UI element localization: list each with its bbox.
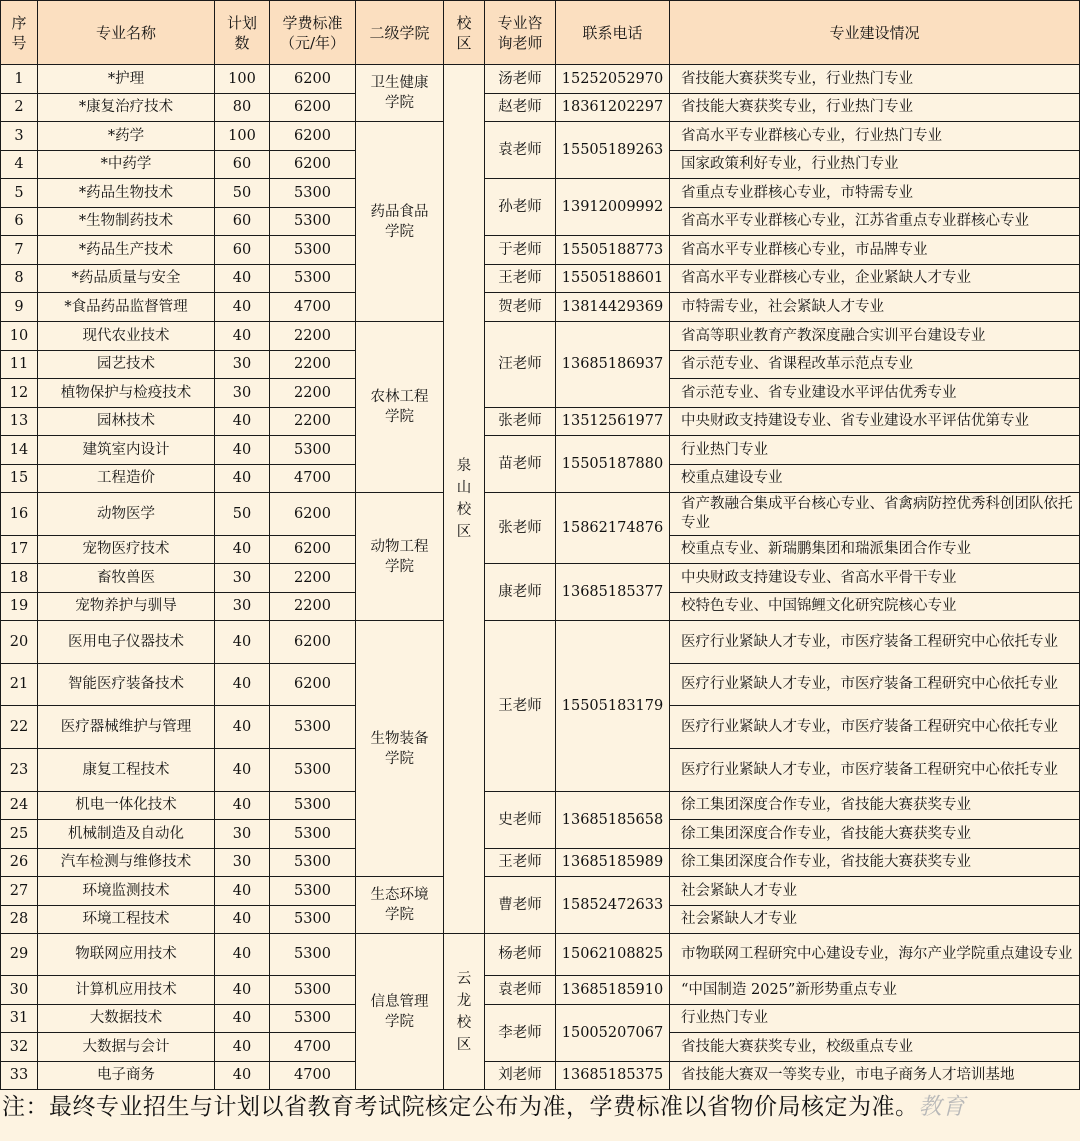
table-row	[1, 94, 1080, 122]
row-number: 9	[1, 293, 38, 322]
table-row	[1, 265, 1080, 293]
tuition-fee: 2200	[270, 564, 356, 593]
tuition-fee: 6200	[270, 122, 356, 151]
construction-status: 校重点建设专业	[670, 465, 1080, 493]
contact-phone: 13685185658	[556, 792, 670, 849]
construction-status: 徐工集团深度合作专业，省技能大赛获奖专业	[670, 792, 1080, 820]
advisor-name: 赵老师	[485, 94, 556, 122]
header-phone: 联系电话	[556, 1, 670, 65]
major-name: *药学	[38, 122, 215, 151]
plan-count: 30	[215, 564, 270, 593]
row-number: 5	[1, 179, 38, 208]
plan-count: 40	[215, 536, 270, 564]
major-name: 大数据技术	[38, 1005, 215, 1033]
tuition-fee: 2200	[270, 408, 356, 436]
tuition-fee: 5300	[270, 179, 356, 208]
construction-status: 省技能大赛获奖专业，校级重点专业	[670, 1033, 1080, 1062]
row-number: 29	[1, 934, 38, 976]
college-name: 药品食品学院	[356, 122, 444, 322]
row-number: 21	[1, 664, 38, 706]
plan-count: 30	[215, 351, 270, 379]
plan-count: 50	[215, 179, 270, 208]
advisor-name: 张老师	[485, 493, 556, 564]
plan-count: 40	[215, 976, 270, 1005]
contact-phone: 13512561977	[556, 408, 670, 436]
major-name: 畜牧兽医	[38, 564, 215, 593]
contact-phone: 18361202297	[556, 94, 670, 122]
advisor-name: 刘老师	[485, 1062, 556, 1090]
plan-count: 50	[215, 493, 270, 536]
plan-count: 40	[215, 322, 270, 351]
tuition-fee: 5300	[270, 236, 356, 265]
row-number: 3	[1, 122, 38, 151]
contact-phone: 13685186937	[556, 322, 670, 408]
construction-status: 中央财政支持建设专业、省高水平骨干专业	[670, 564, 1080, 593]
row-number: 6	[1, 208, 38, 236]
advisor-name: 史老师	[485, 792, 556, 849]
table-body	[1, 65, 1080, 1090]
major-name: 建筑室内设计	[38, 436, 215, 465]
construction-status: 医疗行业紧缺人才专业，市医疗装备工程研究中心依托专业	[670, 621, 1080, 664]
row-number: 24	[1, 792, 38, 820]
tuition-fee: 5300	[270, 208, 356, 236]
tuition-fee: 4700	[270, 1033, 356, 1062]
major-name: 植物保护与检疫技术	[38, 379, 215, 408]
construction-status: 医疗行业紧缺人才专业，市医疗装备工程研究中心依托专业	[670, 706, 1080, 749]
college-name: 动物工程学院	[356, 493, 444, 621]
tuition-fee: 5300	[270, 877, 356, 906]
row-number: 1	[1, 65, 38, 94]
construction-status: 市物联网工程研究中心建设专业，海尔产业学院重点建设专业	[670, 934, 1080, 976]
tuition-fee: 5300	[270, 849, 356, 877]
row-number: 26	[1, 849, 38, 877]
row-number: 33	[1, 1062, 38, 1090]
major-name: 汽车检测与维修技术	[38, 849, 215, 877]
header-row	[1, 1, 1080, 65]
tuition-fee: 5300	[270, 976, 356, 1005]
row-number: 17	[1, 536, 38, 564]
major-name: 大数据与会计	[38, 1033, 215, 1062]
advisor-name: 王老师	[485, 265, 556, 293]
construction-status: 省高水平专业群核心专业，企业紧缺人才专业	[670, 265, 1080, 293]
advisor-name: 汪老师	[485, 322, 556, 408]
major-name: 环境工程技术	[38, 906, 215, 934]
advisor-name: 于老师	[485, 236, 556, 265]
plan-count: 60	[215, 151, 270, 179]
tuition-fee: 2200	[270, 322, 356, 351]
plan-count: 40	[215, 664, 270, 706]
major-name: 现代农业技术	[38, 322, 215, 351]
contact-phone: 13685185910	[556, 976, 670, 1005]
row-number: 32	[1, 1033, 38, 1062]
plan-count: 40	[215, 293, 270, 322]
advisor-name: 袁老师	[485, 976, 556, 1005]
contact-phone: 15505188601	[556, 265, 670, 293]
plan-count: 40	[215, 265, 270, 293]
row-number: 30	[1, 976, 38, 1005]
major-name: 机械制造及自动化	[38, 820, 215, 849]
row-number: 20	[1, 621, 38, 664]
contact-phone: 13912009992	[556, 179, 670, 236]
construction-status: 省高等职业教育产教深度融合实训平台建设专业	[670, 322, 1080, 351]
row-number: 14	[1, 436, 38, 465]
major-name: 电子商务	[38, 1062, 215, 1090]
construction-status: 医疗行业紧缺人才专业，市医疗装备工程研究中心依托专业	[670, 664, 1080, 706]
plan-count: 40	[215, 792, 270, 820]
construction-status: 国家政策利好专业，行业热门专业	[670, 151, 1080, 179]
advisor-name: 王老师	[485, 849, 556, 877]
contact-phone: 13814429369	[556, 293, 670, 322]
header-college: 二级学院	[356, 1, 444, 65]
major-name: 康复工程技术	[38, 749, 215, 792]
contact-phone: 15862174876	[556, 493, 670, 564]
advisor-name: 汤老师	[485, 65, 556, 94]
major-name: 动物医学	[38, 493, 215, 536]
row-number: 10	[1, 322, 38, 351]
table-row	[1, 1062, 1080, 1090]
footnote	[0, 1090, 1080, 1124]
construction-status: 省技能大赛获奖专业，行业热门专业	[670, 65, 1080, 94]
major-name: 计算机应用技术	[38, 976, 215, 1005]
plan-count: 30	[215, 820, 270, 849]
major-name: *护理	[38, 65, 215, 94]
plan-count: 40	[215, 436, 270, 465]
construction-status: 省高水平专业群核心专业，江苏省重点专业群核心专业	[670, 208, 1080, 236]
row-number: 12	[1, 379, 38, 408]
row-number: 22	[1, 706, 38, 749]
plan-count: 40	[215, 934, 270, 976]
major-name: 宠物医疗技术	[38, 536, 215, 564]
construction-status: 行业热门专业	[670, 436, 1080, 465]
contact-phone: 15062108825	[556, 934, 670, 976]
advisor-name: 杨老师	[485, 934, 556, 976]
tuition-fee: 5300	[270, 934, 356, 976]
tuition-fee: 5300	[270, 749, 356, 792]
contact-phone: 15852472633	[556, 877, 670, 934]
tuition-fee: 5300	[270, 820, 356, 849]
tuition-fee: 5300	[270, 792, 356, 820]
construction-status: 社会紧缺人才专业	[670, 906, 1080, 934]
tuition-fee: 4700	[270, 1062, 356, 1090]
contact-phone: 13685185375	[556, 1062, 670, 1090]
major-name: 工程造价	[38, 465, 215, 493]
table-row	[1, 179, 1080, 208]
row-number: 11	[1, 351, 38, 379]
plan-count: 40	[215, 706, 270, 749]
row-number: 28	[1, 906, 38, 934]
row-number: 23	[1, 749, 38, 792]
tuition-fee: 6200	[270, 493, 356, 536]
construction-status: 省高水平专业群核心专业，行业热门专业	[670, 122, 1080, 151]
major-name: 医疗器械维护与管理	[38, 706, 215, 749]
table-row	[1, 564, 1080, 593]
construction-status: 省高水平专业群核心专业，市品牌专业	[670, 236, 1080, 265]
advisor-name: 袁老师	[485, 122, 556, 179]
major-name: *药品生产技术	[38, 236, 215, 265]
watermark-text: 教育	[918, 1094, 966, 1120]
plan-count: 40	[215, 749, 270, 792]
tuition-fee: 6200	[270, 151, 356, 179]
advisor-name: 张老师	[485, 408, 556, 436]
row-number: 13	[1, 408, 38, 436]
major-name: 宠物养护与驯导	[38, 593, 215, 621]
table-row	[1, 122, 1080, 151]
table-row	[1, 1005, 1080, 1033]
plan-count: 30	[215, 379, 270, 408]
major-name: *生物制药技术	[38, 208, 215, 236]
advisor-name: 曹老师	[485, 877, 556, 934]
construction-status: 省技能大赛获奖专业，行业热门专业	[670, 94, 1080, 122]
header-major: 专业名称	[38, 1, 215, 65]
major-name: *中药学	[38, 151, 215, 179]
construction-status: “中国制造 2025”新形势重点专业	[670, 976, 1080, 1005]
tuition-fee: 2200	[270, 593, 356, 621]
college-name: 生物装备学院	[356, 621, 444, 877]
table-row	[1, 436, 1080, 465]
major-name: 园艺技术	[38, 351, 215, 379]
college-name: 信息管理学院	[356, 934, 444, 1090]
advisor-name: 李老师	[485, 1005, 556, 1062]
construction-status: 省产教融合集成平台核心专业、省禽病防控优秀科创团队依托专业	[670, 493, 1080, 536]
construction-status: 中央财政支持建设专业、省专业建设水平评估优第专业	[670, 408, 1080, 436]
contact-phone: 15505189263	[556, 122, 670, 179]
row-number: 27	[1, 877, 38, 906]
construction-status: 省示范专业、省课程改革示范点专业	[670, 351, 1080, 379]
plan-count: 40	[215, 877, 270, 906]
table-row	[1, 849, 1080, 877]
plan-count: 100	[215, 122, 270, 151]
plan-count: 40	[215, 465, 270, 493]
contact-phone: 15505188773	[556, 236, 670, 265]
advisor-name: 孙老师	[485, 179, 556, 236]
advisor-name: 康老师	[485, 564, 556, 621]
tuition-fee: 5300	[270, 265, 356, 293]
major-name: 物联网应用技术	[38, 934, 215, 976]
construction-status: 行业热门专业	[670, 1005, 1080, 1033]
tuition-fee: 6200	[270, 621, 356, 664]
table-row	[1, 293, 1080, 322]
major-name: 机电一体化技术	[38, 792, 215, 820]
tuition-fee: 6200	[270, 536, 356, 564]
contact-phone: 15505187880	[556, 436, 670, 493]
contact-phone: 13685185989	[556, 849, 670, 877]
college-name: 生态环境学院	[356, 877, 444, 934]
construction-status: 市特需专业，社会紧缺人才专业	[670, 293, 1080, 322]
plan-count: 40	[215, 1005, 270, 1033]
advisor-name: 王老师	[485, 621, 556, 792]
construction-status: 徐工集团深度合作专业，省技能大赛获奖专业	[670, 849, 1080, 877]
row-number: 19	[1, 593, 38, 621]
major-name: *药品质量与安全	[38, 265, 215, 293]
header-construction: 专业建设情况	[670, 1, 1080, 65]
tuition-fee: 4700	[270, 465, 356, 493]
contact-phone: 15005207067	[556, 1005, 670, 1062]
table-row	[1, 934, 1080, 976]
header-no: 序号	[1, 1, 38, 65]
contact-phone: 13685185377	[556, 564, 670, 621]
construction-status: 省重点专业群核心专业，市特需专业	[670, 179, 1080, 208]
major-name: *药品生物技术	[38, 179, 215, 208]
table-row	[1, 408, 1080, 436]
tuition-fee: 2200	[270, 379, 356, 408]
table-row	[1, 65, 1080, 94]
tuition-fee: 6200	[270, 664, 356, 706]
construction-status: 省示范专业、省专业建设水平评估优秀专业	[670, 379, 1080, 408]
plan-count: 40	[215, 621, 270, 664]
advisor-name: 苗老师	[485, 436, 556, 493]
row-number: 16	[1, 493, 38, 536]
table-row	[1, 621, 1080, 664]
advisor-name: 贺老师	[485, 293, 556, 322]
major-name: 环境监测技术	[38, 877, 215, 906]
major-name: *食品药品监督管理	[38, 293, 215, 322]
college-name: 农林工程学院	[356, 322, 444, 493]
plan-count: 40	[215, 1033, 270, 1062]
major-name: *康复治疗技术	[38, 94, 215, 122]
construction-status: 医疗行业紧缺人才专业，市医疗装备工程研究中心依托专业	[670, 749, 1080, 792]
plan-count: 30	[215, 849, 270, 877]
major-name: 园林技术	[38, 408, 215, 436]
plan-count: 60	[215, 208, 270, 236]
plan-count: 30	[215, 593, 270, 621]
construction-status: 徐工集团深度合作专业，省技能大赛获奖专业	[670, 820, 1080, 849]
table-row	[1, 236, 1080, 265]
tuition-fee: 5300	[270, 906, 356, 934]
construction-status: 校重点专业、新瑞鹏集团和瑞派集团合作专业	[670, 536, 1080, 564]
construction-status: 校特色专业、中国锦鲤文化研究院核心专业	[670, 593, 1080, 621]
tuition-fee: 2200	[270, 351, 356, 379]
row-number: 15	[1, 465, 38, 493]
plan-count: 60	[215, 236, 270, 265]
plan-count: 40	[215, 408, 270, 436]
major-name: 医用电子仪器技术	[38, 621, 215, 664]
tuition-fee: 5300	[270, 706, 356, 749]
row-number: 31	[1, 1005, 38, 1033]
table-row	[1, 792, 1080, 820]
row-number: 8	[1, 265, 38, 293]
tuition-fee: 6200	[270, 94, 356, 122]
table-row	[1, 493, 1080, 536]
contact-phone: 15505183179	[556, 621, 670, 792]
row-number: 25	[1, 820, 38, 849]
plan-count: 40	[215, 906, 270, 934]
tuition-fee: 6200	[270, 65, 356, 94]
footnote-text: 注：最终专业招生与计划以省教育考试院核定公布为准，学费标准以省物价局核定为准。	[2, 1094, 919, 1120]
college-name: 卫生健康学院	[356, 65, 444, 122]
header-fee: 学费标准（元/年）	[270, 1, 356, 65]
header-campus: 校区	[444, 1, 485, 65]
major-name: 智能医疗装备技术	[38, 664, 215, 706]
tuition-fee: 5300	[270, 436, 356, 465]
header-plan: 计划数	[215, 1, 270, 65]
table-row	[1, 877, 1080, 906]
tuition-fee: 5300	[270, 1005, 356, 1033]
campus-name: 泉山校区	[444, 65, 485, 934]
row-number: 4	[1, 151, 38, 179]
table-row	[1, 322, 1080, 351]
table-row	[1, 976, 1080, 1005]
row-number: 7	[1, 236, 38, 265]
construction-status: 省技能大赛双一等奖专业，市电子商务人才培训基地	[670, 1062, 1080, 1090]
row-number: 18	[1, 564, 38, 593]
plan-count: 80	[215, 94, 270, 122]
header-advisor: 专业咨询老师	[485, 1, 556, 65]
row-number: 2	[1, 94, 38, 122]
plan-count: 100	[215, 65, 270, 94]
contact-phone: 15252052970	[556, 65, 670, 94]
plan-count: 40	[215, 1062, 270, 1090]
tuition-fee: 4700	[270, 293, 356, 322]
campus-name: 云龙校区	[444, 934, 485, 1090]
construction-status: 社会紧缺人才专业	[670, 877, 1080, 906]
